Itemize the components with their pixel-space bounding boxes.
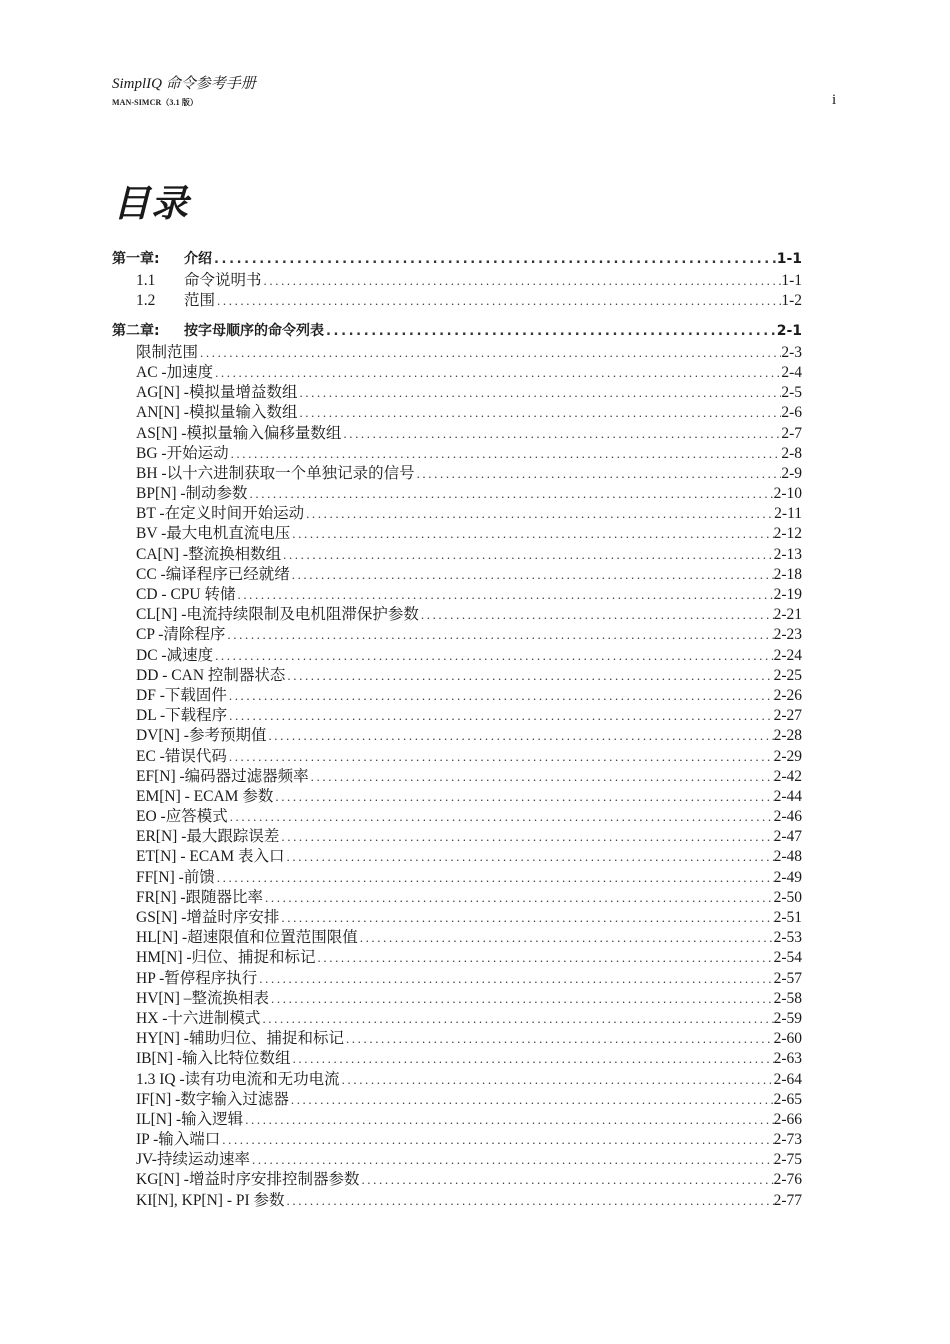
toc-page: 2-49 — [773, 868, 802, 886]
toc-page: 2-6 — [781, 404, 802, 422]
toc-title: IP -输入端口 — [136, 1131, 221, 1149]
toc-leader-dots — [415, 466, 782, 482]
table-of-contents — [112, 248, 802, 1208]
toc-entry[interactable] — [112, 804, 802, 824]
toc-entry[interactable] — [112, 400, 802, 420]
toc-page: 2-59 — [773, 1009, 802, 1027]
toc-title: 命令说明书 — [184, 272, 262, 290]
toc-entry[interactable] — [112, 865, 802, 885]
toc-page: 2-3 — [781, 343, 802, 361]
toc-title: DD - CAN 控制器状态 — [136, 666, 286, 684]
toc-leader-dots — [285, 849, 774, 865]
toc-entry[interactable] — [112, 501, 802, 521]
toc-leader-dots — [220, 1132, 773, 1148]
toc-leader-dots — [243, 1112, 773, 1128]
toc-entry[interactable] — [112, 683, 802, 703]
toc-title: AN[N] -模拟量输入数组 — [136, 404, 298, 422]
toc-page: 2-42 — [773, 767, 802, 785]
toc-page: 2-46 — [773, 808, 802, 826]
toc-entry[interactable] — [112, 1188, 802, 1208]
toc-leader-dots — [215, 293, 781, 309]
toc-page: 2-50 — [773, 888, 802, 906]
toc-entry[interactable] — [112, 703, 802, 723]
toc-page: 2-57 — [773, 969, 802, 987]
toc-page: 2-8 — [781, 444, 802, 462]
toc-title: CC -编译程序已经就绪 — [136, 565, 290, 583]
toc-page: 2-12 — [773, 525, 802, 543]
toc-entry[interactable] — [112, 441, 802, 461]
toc-title: HL[N] -超速限值和位置范围限值 — [136, 929, 358, 947]
toc-page: 2-66 — [773, 1110, 802, 1128]
toc-page: 2-44 — [773, 787, 802, 805]
toc-title: BH -以十六进制获取一个单独记录的信号 — [136, 464, 415, 482]
toc-page: 2-7 — [781, 424, 802, 442]
toc-leader-dots — [285, 1193, 774, 1209]
toc-leader-dots — [340, 1072, 774, 1088]
toc-leader-dots — [227, 749, 774, 765]
toc-leader-dots — [263, 890, 774, 906]
toc-title: EF[N] -编码器过滤器频率 — [136, 767, 309, 785]
toc-number: 第一章: — [112, 251, 160, 267]
toc-page: 2-26 — [773, 686, 802, 704]
toc-title: KI[N], KP[N] - PI 参数 — [136, 1191, 285, 1209]
toc-title: BG -开始运动 — [136, 444, 229, 462]
toc-section[interactable] — [112, 288, 802, 308]
toc-entry[interactable] — [112, 542, 802, 562]
page-number: i — [832, 92, 837, 108]
toc-page: 2-29 — [773, 747, 802, 765]
toc-entry[interactable] — [112, 1046, 802, 1066]
toc-title: 1.3 IQ -读有功电流和无功电流 — [136, 1070, 340, 1088]
toc-title: HY[N] -辅助归位、捕捉和标记 — [136, 1030, 344, 1048]
toc-entry[interactable] — [112, 1006, 802, 1026]
toc-title: DC -减速度 — [136, 646, 214, 664]
toc-entry[interactable] — [112, 764, 802, 784]
toc-entry[interactable] — [112, 360, 802, 380]
toc-entry[interactable] — [112, 784, 802, 804]
toc-title: AC -加速度 — [136, 363, 214, 381]
toc-entry[interactable] — [112, 844, 802, 864]
toc-entry[interactable] — [112, 1167, 802, 1187]
toc-page: 2-76 — [773, 1171, 802, 1189]
toc-leader-dots — [359, 1172, 773, 1188]
toc-leader-dots — [229, 446, 782, 462]
toc-entry[interactable] — [112, 1107, 802, 1127]
toc-page: 2-4 — [781, 363, 802, 381]
toc-leader-dots — [419, 607, 774, 623]
toc-title: ET[N] - ECAM 表入口 — [136, 848, 285, 866]
toc-entry[interactable] — [112, 905, 802, 925]
toc-leader-dots — [281, 547, 773, 563]
toc-entry[interactable] — [112, 986, 802, 1006]
toc-leader-dots — [269, 991, 774, 1007]
toc-leader-dots — [235, 587, 773, 603]
toc-entry[interactable] — [112, 925, 802, 945]
toc-title: 限制范围 — [136, 343, 199, 361]
toc-title: BT -在定义时间开始运动 — [136, 505, 305, 523]
toc-title: DL -下载程序 — [136, 707, 228, 725]
toc-entry[interactable] — [112, 1087, 802, 1107]
toc-page: 2-65 — [773, 1090, 802, 1108]
toc-page: 2-25 — [773, 666, 802, 684]
toc-leader-dots — [262, 273, 782, 289]
toc-leader-dots — [213, 648, 774, 664]
toc-entry[interactable] — [112, 380, 802, 400]
toc-title: FR[N] -跟随器比率 — [136, 888, 264, 906]
toc-leader-dots — [358, 930, 774, 946]
toc-title: CD - CPU 转储 — [136, 586, 236, 603]
toc-title: ER[N] -最大跟踪误差 — [136, 828, 280, 846]
toc-title: BP[N] -制动参数 — [136, 485, 248, 503]
toc-title: EM[N] - ECAM 参数 — [136, 787, 274, 805]
toc-leader-dots — [250, 1152, 774, 1168]
toc-entry[interactable] — [112, 945, 802, 965]
toc-page: 2-63 — [773, 1050, 802, 1068]
toc-title: AG[N] -模拟量增益数组 — [136, 384, 298, 402]
toc-leader-dots — [304, 506, 774, 522]
toc-page: 2-19 — [773, 586, 802, 603]
toc-leader-dots — [285, 668, 773, 684]
toc-entry[interactable] — [112, 744, 802, 764]
toc-title: KG[N] -增益时序安排控制器参数 — [136, 1171, 360, 1189]
toc-page: 2-48 — [773, 848, 802, 866]
toc-leader-dots — [289, 1092, 774, 1108]
toc-leader-dots — [260, 1011, 773, 1027]
toc-leader-dots — [344, 1031, 774, 1047]
toc-leader-dots — [227, 708, 773, 724]
toc-section[interactable] — [112, 268, 802, 288]
toc-page: 1-1 — [781, 272, 802, 290]
toc-leader-dots — [297, 405, 781, 421]
toc-title: 范围 — [184, 292, 216, 310]
toc-leader-dots — [324, 324, 777, 339]
toc-entry[interactable] — [112, 1147, 802, 1167]
toc-page: 2-28 — [773, 727, 802, 745]
toc-title: EC -错误代码 — [136, 747, 227, 765]
toc-entry[interactable] — [112, 562, 802, 582]
toc-leader-dots — [273, 789, 773, 805]
toc-leader-dots — [309, 769, 774, 785]
toc-title: HM[N] -归位、捕捉和标记 — [136, 949, 316, 967]
toc-page: 2-51 — [773, 909, 802, 926]
toc-title: CA[N] -整流换相数组 — [136, 545, 282, 563]
toc-leader-dots — [291, 1051, 774, 1067]
toc-chapter[interactable] — [112, 320, 802, 340]
toc-page: 2-10 — [773, 485, 802, 503]
toc-leader-dots — [257, 971, 773, 987]
toc-leader-dots — [266, 728, 773, 744]
toc-entry[interactable] — [112, 602, 802, 622]
toc-page: 2-27 — [773, 707, 802, 725]
toc-entry[interactable] — [112, 481, 802, 501]
toc-page: 2-54 — [773, 949, 802, 967]
toc-title: AS[N] -模拟量输入偏移量数组 — [136, 424, 342, 442]
toc-title: BV -最大电机直流电压 — [136, 525, 291, 543]
toc-title: 按字母顺序的命令列表 — [184, 322, 324, 339]
toc-entry[interactable] — [112, 1127, 802, 1147]
toc-leader-dots — [198, 345, 781, 361]
toc-entry[interactable] — [112, 1067, 802, 1087]
toc-page: 1-1 — [776, 251, 802, 267]
toc-leader-dots — [212, 252, 777, 267]
toc-page: 2-58 — [773, 989, 802, 1007]
toc-number: 1.1 — [136, 272, 156, 290]
toc-page: 2-24 — [773, 646, 802, 664]
toc-title: CL[N] -电流持续限制及电机阻滞保护参数 — [136, 606, 419, 624]
toc-title: HP -暂停程序执行 — [136, 969, 258, 987]
toc-entry[interactable] — [112, 885, 802, 905]
toc-title: FF[N] -前馈 — [136, 868, 215, 886]
toc-leader-dots — [341, 426, 781, 442]
toc-leader-dots — [215, 870, 774, 886]
toc-title: JV-持续运动速率 — [136, 1151, 250, 1169]
toc-title: CP -清除程序 — [136, 626, 226, 644]
toc-page: 2-60 — [773, 1030, 802, 1048]
toc-chapter[interactable] — [112, 248, 802, 268]
toc-page: 2-23 — [773, 626, 802, 644]
toc-page: 2-53 — [773, 929, 802, 947]
toc-page: 2-11 — [774, 505, 802, 523]
toc-entry[interactable] — [112, 622, 802, 642]
toc-leader-dots — [248, 486, 774, 502]
toc-page: 2-13 — [773, 545, 802, 563]
toc-number: 1.2 — [136, 292, 156, 310]
toc-page: 2-21 — [773, 606, 802, 624]
toc-page: 1-2 — [781, 292, 802, 310]
page-heading: 目录 — [113, 184, 189, 225]
toc-entry[interactable] — [112, 643, 802, 663]
toc-page: 2-1 — [776, 322, 802, 339]
toc-title: HV[N] –整流换相表 — [136, 989, 270, 1007]
toc-entry[interactable] — [112, 723, 802, 743]
toc-entry[interactable] — [112, 966, 802, 986]
toc-entry[interactable] — [112, 421, 802, 441]
toc-page: 2-64 — [773, 1070, 802, 1088]
toc-entry[interactable] — [112, 521, 802, 541]
toc-page: 2-9 — [781, 464, 802, 482]
toc-page: 2-18 — [773, 565, 802, 583]
toc-title: 介绍 — [184, 251, 212, 267]
toc-entry[interactable] — [112, 582, 802, 602]
toc-entry[interactable] — [112, 340, 802, 360]
toc-leader-dots — [316, 950, 774, 966]
toc-leader-dots — [290, 526, 773, 542]
toc-entry[interactable] — [112, 824, 802, 844]
toc-leader-dots — [279, 829, 773, 845]
toc-leader-dots — [228, 809, 774, 825]
toc-leader-dots — [279, 910, 773, 926]
toc-number: 第二章: — [112, 322, 160, 339]
toc-page: 2-75 — [773, 1151, 802, 1169]
toc-leader-dots — [213, 365, 781, 381]
toc-title: IF[N] -数字输入过滤器 — [136, 1090, 289, 1108]
toc-entry[interactable] — [112, 1026, 802, 1046]
toc-title: EO -应答模式 — [136, 808, 228, 826]
toc-entry[interactable] — [112, 663, 802, 683]
toc-leader-dots — [227, 688, 774, 704]
toc-page: 2-77 — [773, 1191, 802, 1209]
toc-title: GS[N] -增益时序安排 — [136, 909, 280, 926]
toc-title: DV[N] -参考预期值 — [136, 727, 267, 745]
toc-title: DF -下载固件 — [136, 686, 227, 704]
toc-leader-dots — [290, 567, 774, 583]
toc-leader-dots — [225, 627, 773, 643]
toc-title: IL[N] -输入逻辑 — [136, 1110, 244, 1128]
toc-page: 2-5 — [781, 384, 802, 402]
toc-page: 2-47 — [773, 828, 802, 846]
toc-page: 2-73 — [773, 1131, 802, 1149]
toc-title: IB[N] -输入比特位数组 — [136, 1050, 291, 1068]
toc-title: HX -十六进制模式 — [136, 1009, 261, 1027]
header-title: SimplIQ 命令参考手册 — [112, 76, 256, 92]
toc-entry[interactable] — [112, 461, 802, 481]
toc-leader-dots — [297, 385, 781, 401]
header-subtitle: MAN-SIMCR（3.1 版） — [112, 98, 199, 107]
